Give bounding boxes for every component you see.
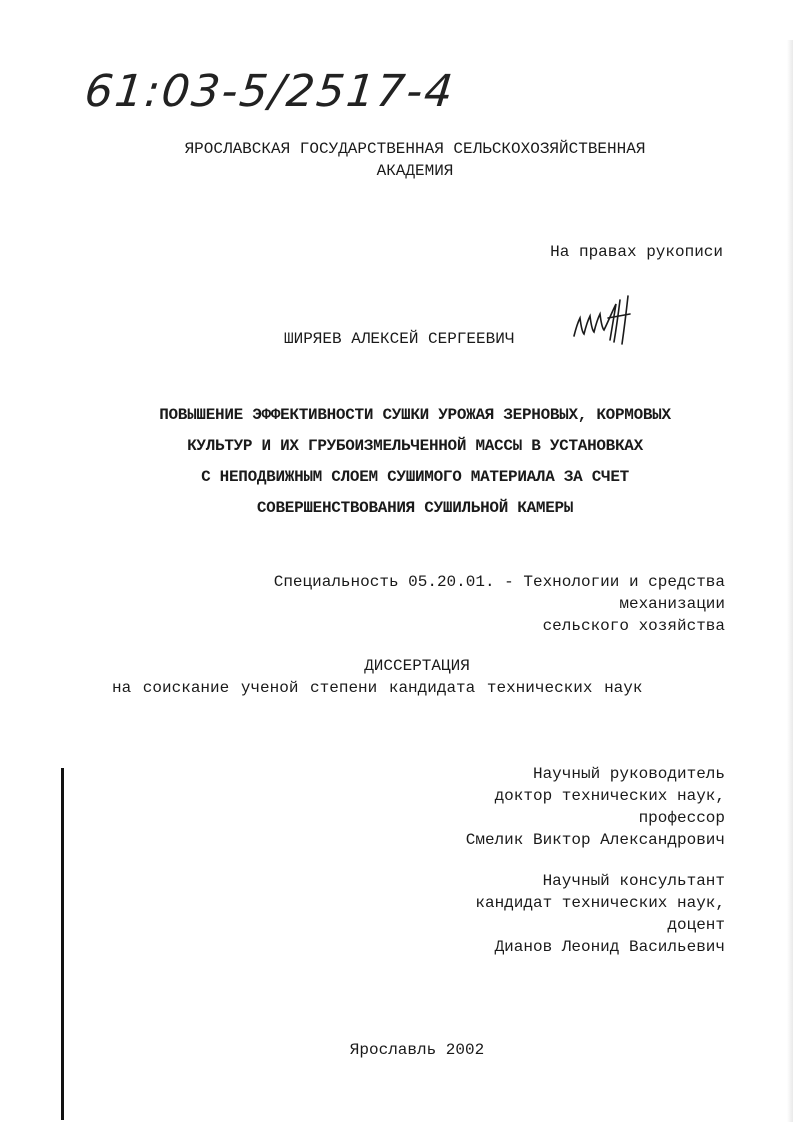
institution-line-1: ЯРОСЛАВСКАЯ ГОСУДАРСТВЕННАЯ СЕЛЬСКОХОЗЯЙСТВЕННАЯ (184, 140, 646, 158)
dissertation-title (95, 400, 735, 524)
archive-code: 61:03-5/2517-4 (82, 66, 458, 117)
consultant-block (475, 870, 725, 958)
specialty-line-1: Специальность 05.20.01. - Технологии и средства (273, 573, 725, 591)
city-year: Ярославль 2002 (349, 1041, 485, 1059)
supervisor-name: Смелик Виктор Александрович (465, 831, 725, 849)
specialty-block (274, 571, 725, 637)
consultant-role: Научный консультант (542, 872, 725, 890)
institution-line-2: АКАДЕМИЯ (376, 162, 454, 180)
title-line: КУЛЬТУР И ИХ ГРУБОИЗМЕЛЬЧЕННОЙ МАССЫ В УСТАНОВКАХ (187, 437, 643, 455)
consultant-name: Дианов Леонид Васильевич (494, 938, 725, 956)
specialty-line-2: механизации (619, 595, 725, 613)
supervisor-block (466, 763, 725, 851)
degree-line: на соискание ученой степени кандидата технических наук (112, 679, 643, 697)
scan-edge-line (61, 768, 64, 1120)
institution-name (100, 138, 730, 182)
supervisor-degree: доктор технических наук, (494, 787, 725, 805)
rights-note: На правах рукописи (550, 243, 723, 261)
author-signature (568, 292, 648, 352)
supervisor-role: Научный руководитель (532, 765, 725, 783)
specialty-line-3: сельского хозяйства (542, 617, 725, 635)
consultant-degree: кандидат технических наук, (475, 894, 725, 912)
consultant-rank: доцент (667, 916, 725, 934)
title-line: СОВЕРШЕНСТВОВАНИЯ СУШИЛЬНОЙ КАМЕРЫ (256, 499, 574, 517)
supervisor-rank: профессор (638, 809, 725, 827)
title-line: ПОВЫШЕНИЕ ЭФФЕКТИВНОСТИ СУШКИ УРОЖАЯ ЗЕРНОВЫХ, КОРМОВЫХ (159, 406, 671, 424)
scan-edge-shadow (787, 40, 793, 1122)
author-name: ШИРЯЕВ АЛЕКСЕЙ СЕРГЕЕВИЧ (284, 330, 515, 348)
dissertation-heading: ДИССЕРТАЦИЯ (364, 657, 470, 675)
title-line: С НЕПОДВИЖНЫМ СЛОЕМ СУШИМОГО МАТЕРИАЛА ЗА СЧЕТ (201, 468, 629, 486)
